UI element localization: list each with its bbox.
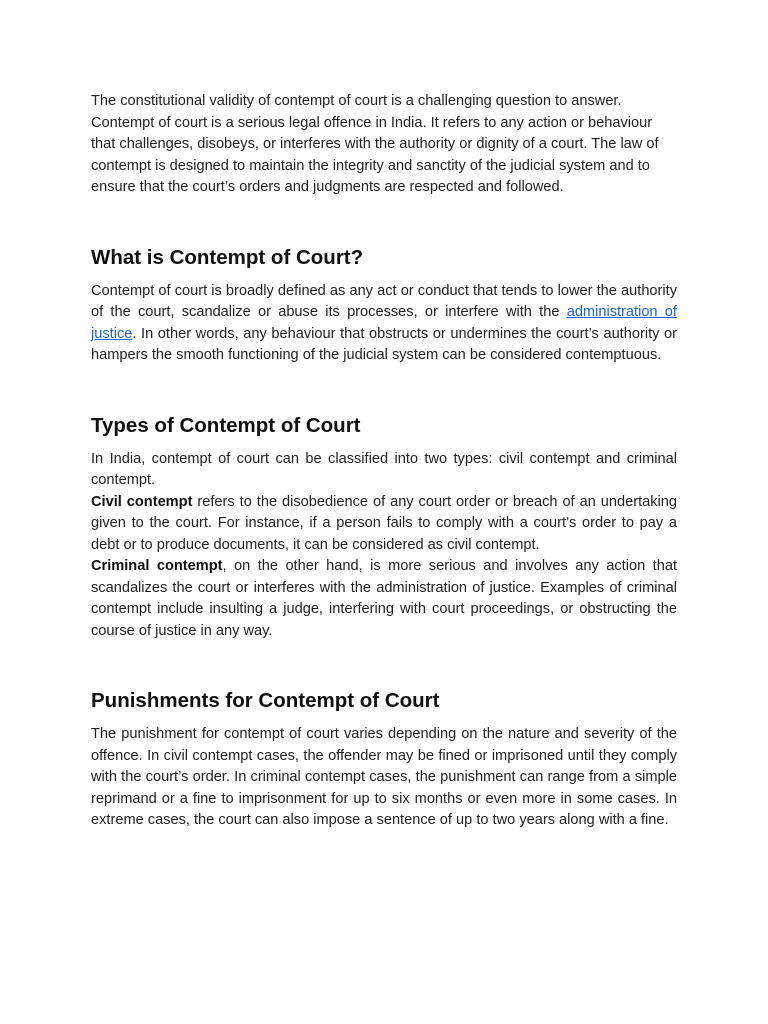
civil-contempt-paragraph — [91, 492, 677, 557]
what-paragraph — [91, 281, 677, 367]
intro-paragraph: The constitutional validity of contempt of court is a challenging question to answer. Contempt of court is a serious legal offence in India. It refers to any action or behaviour that challenges, disobeys, or interferes with the authority or dignity of a court. The law of contempt is designed to maintain the integrity and sanctity of the judicial system and to ensure that the court’s orders and judgments are respected and followed. — [91, 93, 659, 195]
heading-what-is-contempt: What is Contempt of Court? — [91, 245, 364, 269]
civil-contempt-term: Civil contempt — [91, 493, 193, 510]
heading-types-of-contempt: Types of Contempt of Court — [91, 413, 361, 437]
punishments-paragraph: The punishment for contempt of court varies depending on the nature and severity of the offence. In civil contempt cases, the offender may be fined or imprisoned until they comply with the court’s order. In criminal contempt cases, the punishment can range from a simple reprimand or a fine to imprisonment for up to six months or even more in some cases. In extreme cases, the court can also impose a sentence of up to two years along with a fine. — [91, 726, 677, 828]
document-page — [91, 91, 677, 832]
criminal-contempt-paragraph — [91, 556, 677, 642]
types-intro-paragraph: In India, contempt of court can be classified into two types: civil contempt and criminal contempt. — [91, 450, 677, 488]
civil-contempt-text: refers to the disobedience of any court order or breach of an undertaking given to the court. For instance, if a person fails to comply with a court’s order to pay a debt or to produce documents, it can be considered as civil contempt. — [91, 493, 678, 553]
heading-punishments: Punishments for Contempt of Court — [91, 689, 440, 712]
criminal-contempt-term: Criminal contempt — [91, 558, 223, 574]
administration-of-justice-link[interactable]: administration of justice — [91, 304, 677, 342]
types-section-body — [91, 449, 677, 643]
what-text-before-link: Contempt of court is broadly defined as any act or conduct that tends to lower the authority of the court, scandalize or abuse its processes, or interfere with the — [91, 282, 677, 320]
what-text-after-link: . In other words, any behaviour that obstructs or undermines the court’s authority or hampers the smooth functioning of the judicial system can be considered contemptuous. — [91, 325, 677, 363]
criminal-contempt-text: , on the other hand, is more serious and involves any action that scandalizes the court or interferes with the administration of justice. Examples of criminal contempt include insulting a judge, interfering with court proceedings, or obstructing the course of justice in any way. — [91, 558, 677, 639]
